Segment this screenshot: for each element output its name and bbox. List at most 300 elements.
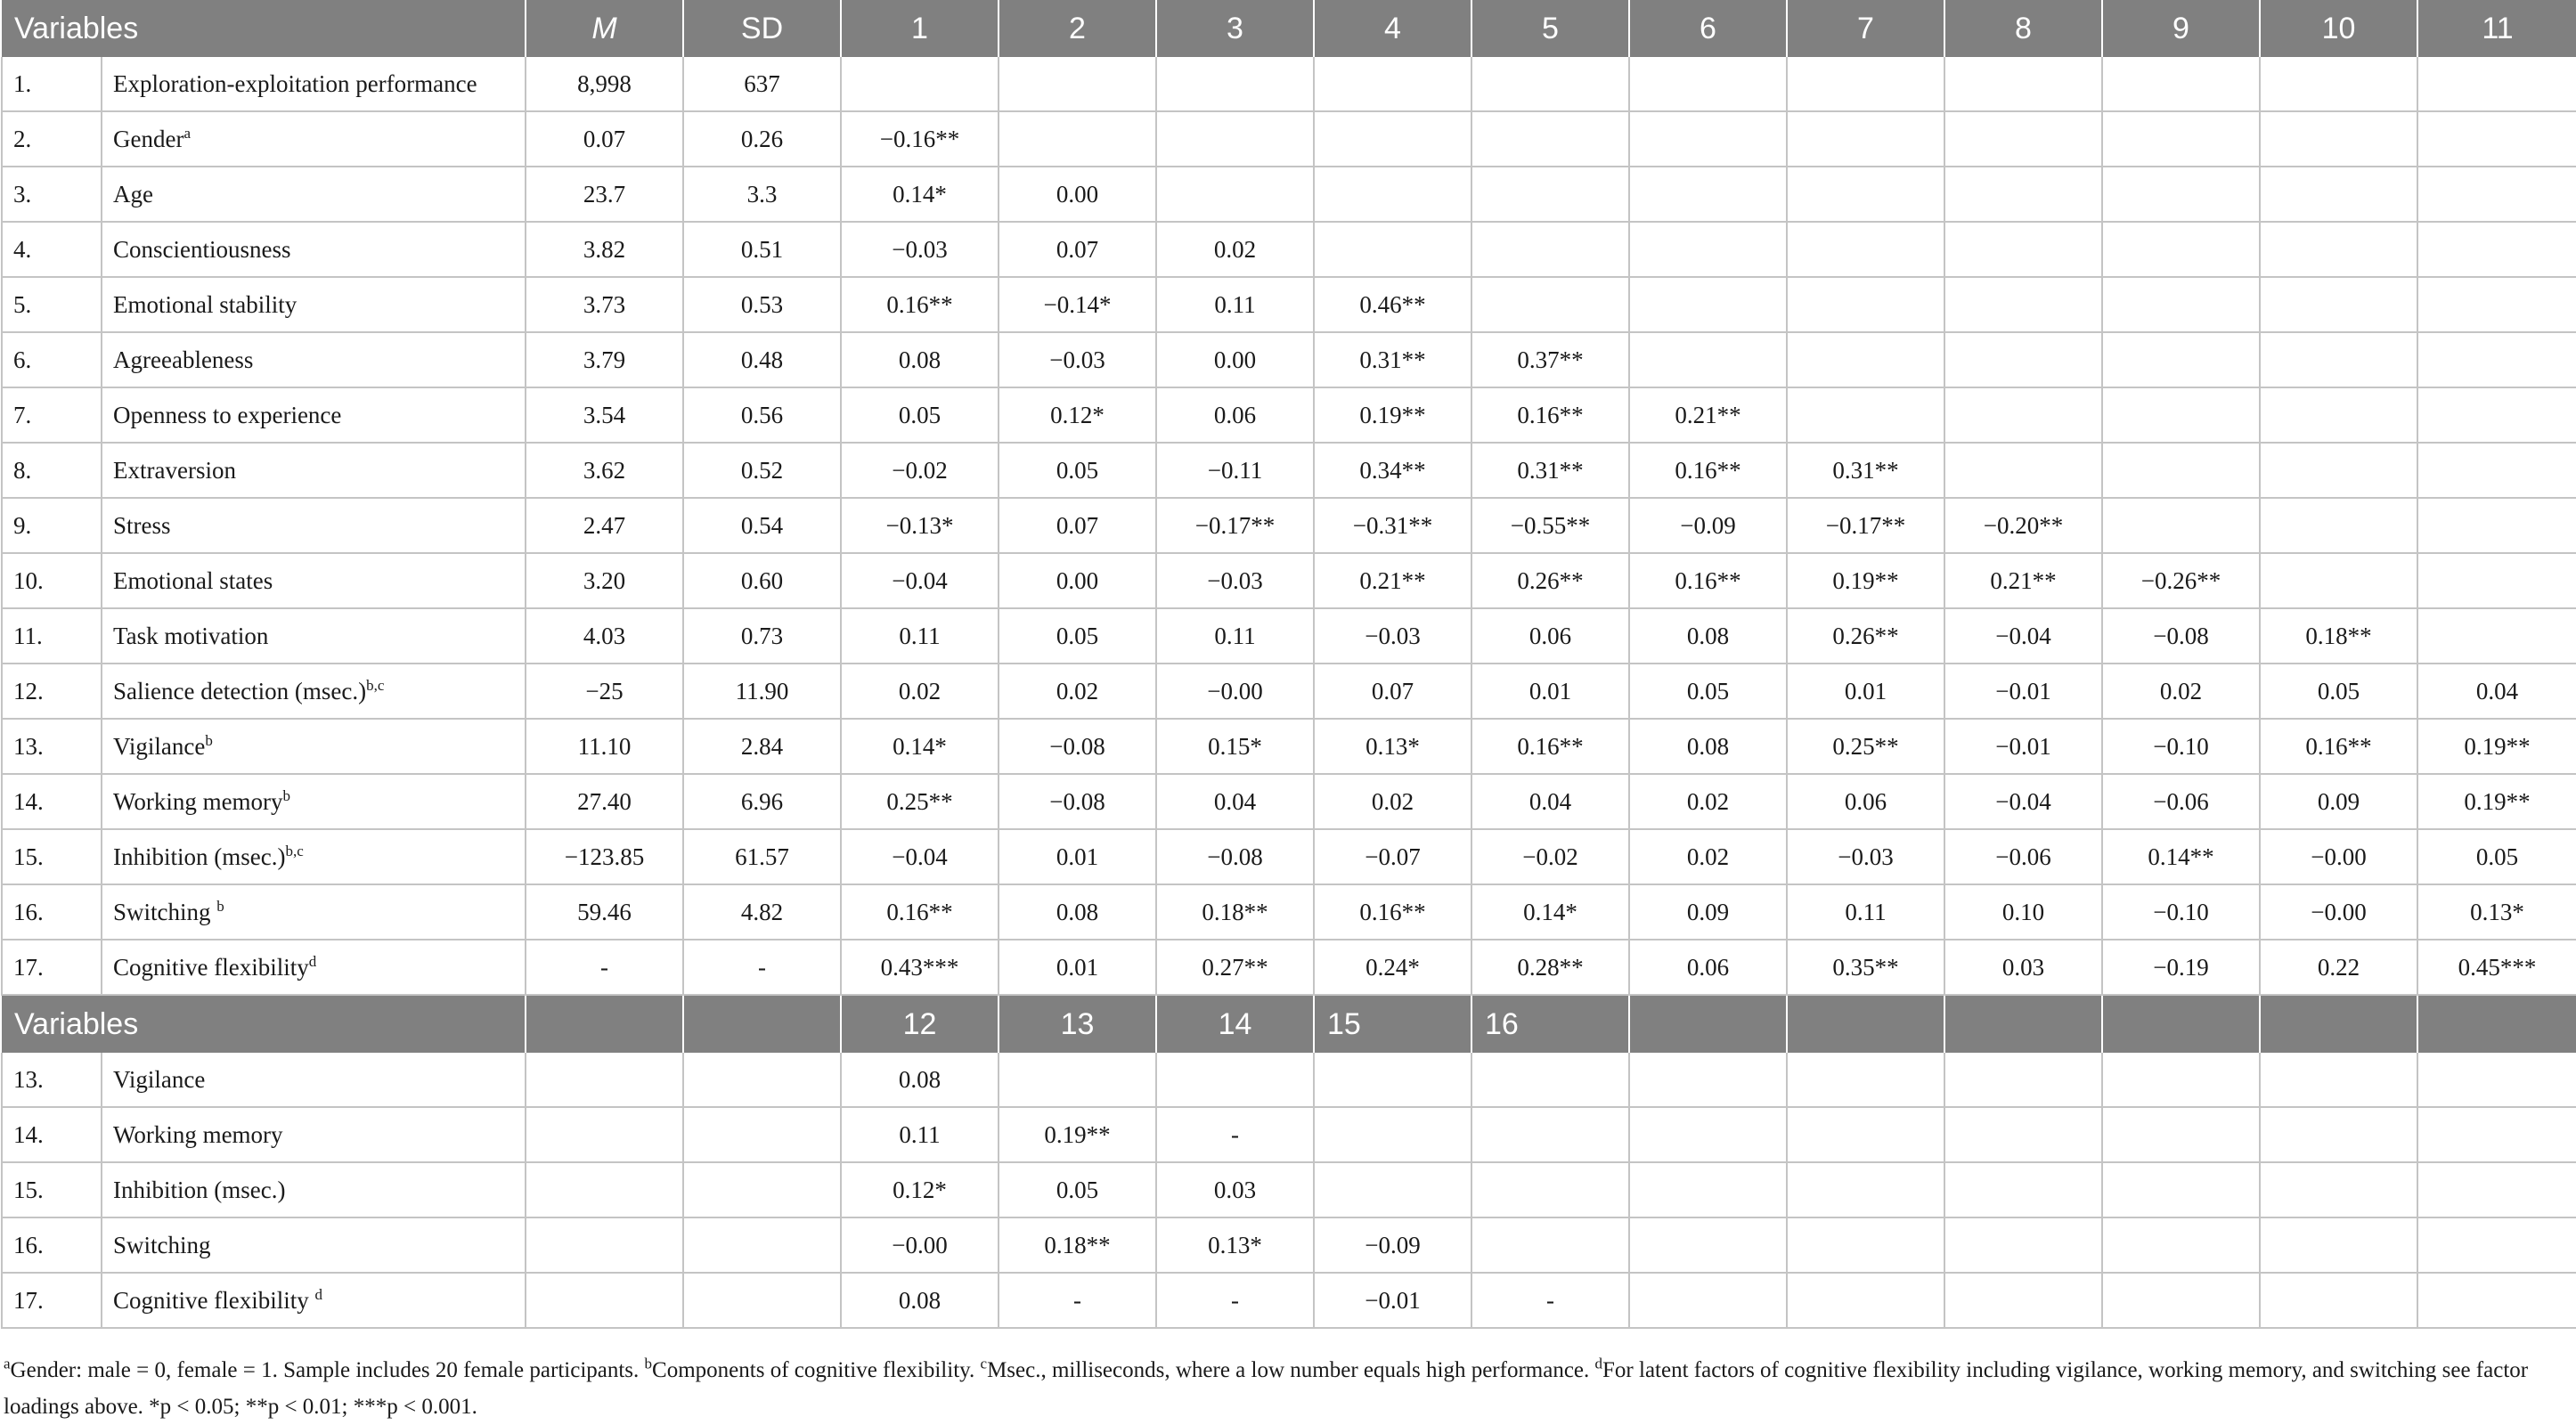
- variable-label: Working memory: [113, 787, 283, 815]
- mean-cell: 59.46: [526, 884, 683, 940]
- correlation-cell: [1629, 222, 1787, 277]
- header-cell: [1944, 995, 2102, 1053]
- correlation-cell: [2260, 1053, 2417, 1107]
- correlation-cell: 0.18**: [1156, 884, 1314, 940]
- correlation-cell: [2417, 277, 2576, 332]
- correlation-cell: 0.02: [1629, 829, 1787, 884]
- correlation-cell: [1787, 332, 1944, 387]
- variable-name: [102, 111, 526, 167]
- variable-superscript: b: [216, 897, 224, 915]
- correlation-cell: [1944, 332, 2102, 387]
- correlation-cell: −0.01: [1944, 719, 2102, 774]
- correlation-cell: [1944, 1162, 2102, 1217]
- correlation-cell: 0.25**: [1787, 719, 1944, 774]
- correlation-cell: 0.11: [1156, 608, 1314, 664]
- correlation-cell: −0.01: [1314, 1273, 1471, 1328]
- variable-name: [102, 498, 526, 553]
- variable-superscript: d: [308, 952, 317, 970]
- sd-cell: 3.3: [683, 167, 841, 222]
- footnote-text: For latent factors of cognitive flexibility including vigilance, working memory, and switching see factor loadings above. *p < 0.05; **p < 0.01; ***p < 0.001.: [4, 1358, 2529, 1419]
- header-cell: 8: [1944, 0, 2102, 57]
- header-cell: 4: [1314, 0, 1471, 57]
- correlation-cell: 0.05: [2417, 829, 2576, 884]
- sd-cell: 0.52: [683, 443, 841, 498]
- correlation-cell: 0.07: [999, 222, 1156, 277]
- correlation-cell: [2102, 1107, 2260, 1162]
- table-row: [2, 167, 2576, 222]
- correlation-cell: [1629, 1273, 1787, 1328]
- variable-label: Agreeableness: [113, 346, 254, 373]
- correlation-cell: 0.02: [1314, 774, 1471, 829]
- mean-cell: 3.54: [526, 387, 683, 443]
- sd-cell: [683, 1053, 841, 1107]
- correlation-cell: [1471, 1107, 1629, 1162]
- correlation-cell: [1156, 57, 1314, 111]
- mean-cell: [526, 1107, 683, 1162]
- correlation-cell: −0.08: [999, 774, 1156, 829]
- correlation-cell: 0.05: [841, 387, 999, 443]
- variable-name: [102, 1217, 526, 1273]
- row-number: 14.: [2, 1107, 102, 1162]
- variable-superscript: b,c: [366, 676, 385, 694]
- correlation-cell: −0.04: [1944, 608, 2102, 664]
- sd-cell: 6.96: [683, 774, 841, 829]
- correlation-cell: 0.18**: [999, 1217, 1156, 1273]
- correlation-cell: −0.03: [1314, 608, 1471, 664]
- correlation-cell: -: [1471, 1273, 1629, 1328]
- correlation-cell: −0.03: [1787, 829, 1944, 884]
- correlation-cell: [2260, 498, 2417, 553]
- correlation-cell: [1944, 277, 2102, 332]
- variable-name: [102, 277, 526, 332]
- correlation-cell: [2260, 553, 2417, 608]
- correlation-cell: [2102, 1217, 2260, 1273]
- variable-name: [102, 332, 526, 387]
- correlation-cell: [2102, 498, 2260, 553]
- variable-name: [102, 57, 526, 111]
- mean-cell: [526, 1053, 683, 1107]
- variable-label: Switching: [113, 1231, 211, 1258]
- variable-label: Working memory: [113, 1120, 283, 1148]
- correlation-cell: 0.03: [1156, 1162, 1314, 1217]
- correlation-cell: [1944, 222, 2102, 277]
- correlation-cell: −0.03: [841, 222, 999, 277]
- correlation-cell: −0.09: [1629, 498, 1787, 553]
- correlation-cell: [1629, 1217, 1787, 1273]
- correlation-cell: −0.17**: [1787, 498, 1944, 553]
- header-cell: [2260, 995, 2417, 1053]
- correlation-cell: 0.08: [841, 1053, 999, 1107]
- correlation-cell: [2417, 1107, 2576, 1162]
- correlation-cell: 0.07: [1314, 664, 1471, 719]
- sd-cell: -: [683, 940, 841, 995]
- correlation-cell: 0.21**: [1314, 553, 1471, 608]
- correlation-cell: [2102, 387, 2260, 443]
- table-row: [2, 884, 2576, 940]
- mean-cell: -: [526, 940, 683, 995]
- correlation-cell: 0.16**: [1471, 387, 1629, 443]
- mean-cell: [526, 1217, 683, 1273]
- correlation-cell: [1787, 1162, 1944, 1217]
- table-row: [2, 443, 2576, 498]
- row-number: 2.: [2, 111, 102, 167]
- row-number: 9.: [2, 498, 102, 553]
- correlation-cell: [1787, 1107, 1944, 1162]
- variable-label: Age: [113, 180, 153, 208]
- correlation-cell: [1944, 167, 2102, 222]
- mean-cell: 3.82: [526, 222, 683, 277]
- correlation-cell: −0.08: [1156, 829, 1314, 884]
- correlation-cell: 0.16**: [1629, 553, 1787, 608]
- correlation-cell: −0.03: [999, 332, 1156, 387]
- row-number: 15.: [2, 1162, 102, 1217]
- correlation-cell: [1314, 222, 1471, 277]
- correlation-cell: [1629, 1162, 1787, 1217]
- correlation-cell: 0.01: [1787, 664, 1944, 719]
- variable-name: [102, 829, 526, 884]
- mean-cell: [526, 1162, 683, 1217]
- correlation-cell: 0.24*: [1314, 940, 1471, 995]
- correlation-cell: [1629, 1107, 1787, 1162]
- variable-label: Inhibition (msec.): [113, 1176, 286, 1203]
- correlation-cell: [1787, 111, 1944, 167]
- variable-label: Salience detection (msec.): [113, 677, 367, 704]
- table-row: [2, 1107, 2576, 1162]
- correlation-cell: [999, 1053, 1156, 1107]
- correlation-cell: [2102, 1273, 2260, 1328]
- correlation-cell: −0.19: [2102, 940, 2260, 995]
- correlation-cell: 0.00: [999, 167, 1156, 222]
- mean-cell: −123.85: [526, 829, 683, 884]
- correlation-cell: [2417, 167, 2576, 222]
- correlation-cell: 0.04: [1156, 774, 1314, 829]
- sd-cell: [683, 1273, 841, 1328]
- correlation-cell: −0.08: [2102, 608, 2260, 664]
- correlation-cell: 0.16**: [1314, 884, 1471, 940]
- header-cell: 12: [841, 995, 999, 1053]
- correlation-cell: [2260, 111, 2417, 167]
- correlation-cell: [1156, 1053, 1314, 1107]
- correlation-cell: −0.07: [1314, 829, 1471, 884]
- correlation-cell: [2417, 222, 2576, 277]
- row-number: 11.: [2, 608, 102, 664]
- correlation-cell: −0.11: [1156, 443, 1314, 498]
- correlation-cell: [1629, 111, 1787, 167]
- row-number: 16.: [2, 884, 102, 940]
- correlation-cell: 0.08: [1629, 719, 1787, 774]
- row-number: 17.: [2, 940, 102, 995]
- correlation-cell: 0.14*: [841, 719, 999, 774]
- correlation-cell: 0.26**: [1787, 608, 1944, 664]
- sd-cell: 4.82: [683, 884, 841, 940]
- table-row: [2, 553, 2576, 608]
- correlation-cell: −0.02: [1471, 829, 1629, 884]
- correlation-cell: [841, 57, 999, 111]
- footnote-marker: d: [1594, 1355, 1603, 1372]
- correlation-cell: 0.31**: [1787, 443, 1944, 498]
- correlation-cell: 0.16**: [1471, 719, 1629, 774]
- correlation-cell: [1944, 1273, 2102, 1328]
- table-row: [2, 57, 2576, 111]
- mean-cell: 3.62: [526, 443, 683, 498]
- correlation-cell: 0.45***: [2417, 940, 2576, 995]
- row-number: 4.: [2, 222, 102, 277]
- correlation-cell: [1156, 167, 1314, 222]
- mean-cell: 3.79: [526, 332, 683, 387]
- variable-name: [102, 1162, 526, 1217]
- variable-name: [102, 884, 526, 940]
- variable-label: Cognitive flexibility: [113, 953, 309, 981]
- sd-cell: 0.54: [683, 498, 841, 553]
- mean-cell: 0.07: [526, 111, 683, 167]
- variable-label: Conscientiousness: [113, 235, 291, 263]
- correlation-cell: [2260, 387, 2417, 443]
- sd-cell: 0.56: [683, 387, 841, 443]
- table-row: [2, 1273, 2576, 1328]
- sd-cell: [683, 1162, 841, 1217]
- correlation-cell: 0.05: [2260, 664, 2417, 719]
- correlation-cell: [2417, 1273, 2576, 1328]
- table-footnote: [4, 1352, 2569, 1425]
- mean-cell: 4.03: [526, 608, 683, 664]
- correlation-cell: [2260, 57, 2417, 111]
- footnote-marker: b: [644, 1355, 653, 1372]
- variable-label: Task motivation: [113, 622, 269, 649]
- correlation-cell: [1787, 277, 1944, 332]
- header-cell: 14: [1156, 995, 1314, 1053]
- mean-cell: 3.73: [526, 277, 683, 332]
- sd-cell: 0.26: [683, 111, 841, 167]
- correlation-cell: [1156, 111, 1314, 167]
- correlation-cell: [1629, 167, 1787, 222]
- correlation-cell: 0.02: [999, 664, 1156, 719]
- header-cell: SD: [683, 0, 841, 57]
- sd-cell: 0.48: [683, 332, 841, 387]
- correlation-cell: 0.31**: [1471, 443, 1629, 498]
- correlation-cell: 0.27**: [1156, 940, 1314, 995]
- variable-name: [102, 222, 526, 277]
- header-cell: 13: [999, 995, 1156, 1053]
- correlation-cell: [2260, 443, 2417, 498]
- header-cell: [1787, 995, 1944, 1053]
- correlation-cell: −0.00: [2260, 884, 2417, 940]
- variable-name: [102, 443, 526, 498]
- mean-cell: −25: [526, 664, 683, 719]
- sd-cell: 11.90: [683, 664, 841, 719]
- row-number: 13.: [2, 719, 102, 774]
- header-cell: [2417, 995, 2576, 1053]
- variable-name: [102, 719, 526, 774]
- correlation-cell: 0.13*: [1156, 1217, 1314, 1273]
- correlation-cell: -: [1156, 1107, 1314, 1162]
- correlation-cell: 0.07: [999, 498, 1156, 553]
- correlation-cell: −0.20**: [1944, 498, 2102, 553]
- variable-name: [102, 1273, 526, 1328]
- correlation-cell: 0.21**: [1944, 553, 2102, 608]
- header-row: [2, 0, 2576, 57]
- row-number: 16.: [2, 1217, 102, 1273]
- correlation-cell: [1944, 387, 2102, 443]
- correlation-cell: 0.10: [1944, 884, 2102, 940]
- header-cell: [526, 995, 683, 1053]
- mean-cell: 8,998: [526, 57, 683, 111]
- correlation-cell: 0.19**: [1314, 387, 1471, 443]
- correlation-cell: [1787, 57, 1944, 111]
- correlation-cell: −0.06: [2102, 774, 2260, 829]
- correlation-cell: [2102, 222, 2260, 277]
- correlation-cell: [1314, 167, 1471, 222]
- correlation-cell: 0.04: [1471, 774, 1629, 829]
- header-cell: 5: [1471, 0, 1629, 57]
- row-number: 1.: [2, 57, 102, 111]
- correlation-cell: 0.08: [999, 884, 1156, 940]
- mean-cell: 3.20: [526, 553, 683, 608]
- row-number: 3.: [2, 167, 102, 222]
- row-number: 8.: [2, 443, 102, 498]
- correlation-cell: 0.05: [999, 608, 1156, 664]
- correlation-cell: −0.01: [1944, 664, 2102, 719]
- variable-name: [102, 553, 526, 608]
- variable-label: Inhibition (msec.): [113, 843, 286, 870]
- correlation-cell: [2417, 111, 2576, 167]
- correlation-cell: −0.00: [2260, 829, 2417, 884]
- mean-cell: [526, 1273, 683, 1328]
- correlation-cell: [1471, 1217, 1629, 1273]
- correlation-cell: [1944, 1107, 2102, 1162]
- correlation-cell: −0.31**: [1314, 498, 1471, 553]
- correlation-cell: -: [1156, 1273, 1314, 1328]
- correlation-cell: [1944, 57, 2102, 111]
- header-variables: Variables: [2, 0, 526, 57]
- correlation-cell: 0.12*: [841, 1162, 999, 1217]
- correlation-cell: [1314, 1162, 1471, 1217]
- sd-cell: 0.53: [683, 277, 841, 332]
- correlation-cell: [2417, 608, 2576, 664]
- correlation-cell: [1787, 1273, 1944, 1328]
- correlation-cell: 0.02: [1156, 222, 1314, 277]
- correlation-cell: 0.13*: [1314, 719, 1471, 774]
- header-cell: [1629, 995, 1787, 1053]
- correlation-cell: 0.05: [1629, 664, 1787, 719]
- correlation-cell: −0.04: [841, 829, 999, 884]
- header-cell: 1: [841, 0, 999, 57]
- correlation-cell: 0.02: [1629, 774, 1787, 829]
- correlation-cell: 0.05: [999, 443, 1156, 498]
- correlation-cell: [1314, 1053, 1471, 1107]
- correlation-cell: 0.35**: [1787, 940, 1944, 995]
- correlation-cell: [1629, 57, 1787, 111]
- header-cell: 9: [2102, 0, 2260, 57]
- correlation-cell: [2102, 1053, 2260, 1107]
- correlation-cell: [1787, 387, 1944, 443]
- variable-label: Switching: [113, 898, 217, 925]
- table-row: [2, 719, 2576, 774]
- row-number: 14.: [2, 774, 102, 829]
- correlation-cell: 0.06: [1787, 774, 1944, 829]
- correlation-cell: −0.10: [2102, 719, 2260, 774]
- correlation-cell: [2260, 1217, 2417, 1273]
- correlation-cell: [2102, 167, 2260, 222]
- correlation-cell: [2260, 1162, 2417, 1217]
- correlation-cell: [2417, 1217, 2576, 1273]
- mean-cell: 23.7: [526, 167, 683, 222]
- correlation-cell: [1471, 111, 1629, 167]
- footnote-marker: c: [980, 1355, 988, 1372]
- variable-name: [102, 940, 526, 995]
- correlation-cell: 0.15*: [1156, 719, 1314, 774]
- correlation-cell: [2260, 1273, 2417, 1328]
- correlation-cell: 0.08: [841, 1273, 999, 1328]
- correlation-cell: −0.00: [841, 1217, 999, 1273]
- row-number: 13.: [2, 1053, 102, 1107]
- correlation-cell: 0.16**: [841, 884, 999, 940]
- correlation-cell: [2102, 57, 2260, 111]
- correlation-cell: 0.22: [2260, 940, 2417, 995]
- row-number: 12.: [2, 664, 102, 719]
- variable-name: [102, 1053, 526, 1107]
- correlation-cell: [1471, 167, 1629, 222]
- correlation-cell: [1944, 111, 2102, 167]
- correlation-cell: [2417, 498, 2576, 553]
- correlation-cell: [2260, 1107, 2417, 1162]
- correlation-cell: [1787, 167, 1944, 222]
- correlation-cell: [1471, 57, 1629, 111]
- variable-name: [102, 167, 526, 222]
- variable-label: Extraversion: [113, 456, 236, 484]
- correlation-cell: 0.26**: [1471, 553, 1629, 608]
- correlation-cell: [2260, 222, 2417, 277]
- variable-name: [102, 387, 526, 443]
- table-row: [2, 1053, 2576, 1107]
- correlation-cell: [2102, 277, 2260, 332]
- table-row: [2, 1217, 2576, 1273]
- correlation-cell: 0.14**: [2102, 829, 2260, 884]
- header-cell: 15: [1314, 995, 1471, 1053]
- correlation-cell: [2417, 1053, 2576, 1107]
- mean-cell: 2.47: [526, 498, 683, 553]
- header-cell: 2: [999, 0, 1156, 57]
- correlation-cell: 0.09: [1629, 884, 1787, 940]
- correlation-cell: 0.25**: [841, 774, 999, 829]
- correlation-cell: [1944, 1217, 2102, 1273]
- correlation-cell: [1629, 1053, 1787, 1107]
- correlation-cell: −0.13*: [841, 498, 999, 553]
- correlation-cell: [1314, 1107, 1471, 1162]
- correlation-cell: [2417, 57, 2576, 111]
- correlation-cell: 0.19**: [2417, 719, 2576, 774]
- variable-name: [102, 608, 526, 664]
- variable-label: Exploration-exploitation performance: [113, 69, 477, 97]
- sd-cell: 0.73: [683, 608, 841, 664]
- correlation-cell: 0.06: [1156, 387, 1314, 443]
- correlation-cell: 0.14*: [1471, 884, 1629, 940]
- footnote-marker: a: [4, 1355, 11, 1372]
- correlation-cell: 0.16**: [841, 277, 999, 332]
- row-number: 7.: [2, 387, 102, 443]
- correlation-cell: [1787, 222, 1944, 277]
- correlation-cell: [1629, 277, 1787, 332]
- variable-superscript: d: [314, 1285, 322, 1303]
- correlation-cell: [1787, 1053, 1944, 1107]
- sd-cell: 637: [683, 57, 841, 111]
- header-row: [2, 995, 2576, 1053]
- correlation-cell: 0.00: [1156, 332, 1314, 387]
- variable-name: [102, 664, 526, 719]
- variable-label: Gender: [113, 125, 184, 152]
- correlation-cell: [1471, 222, 1629, 277]
- header-cell: 3: [1156, 0, 1314, 57]
- correlation-cell: 0.16**: [2260, 719, 2417, 774]
